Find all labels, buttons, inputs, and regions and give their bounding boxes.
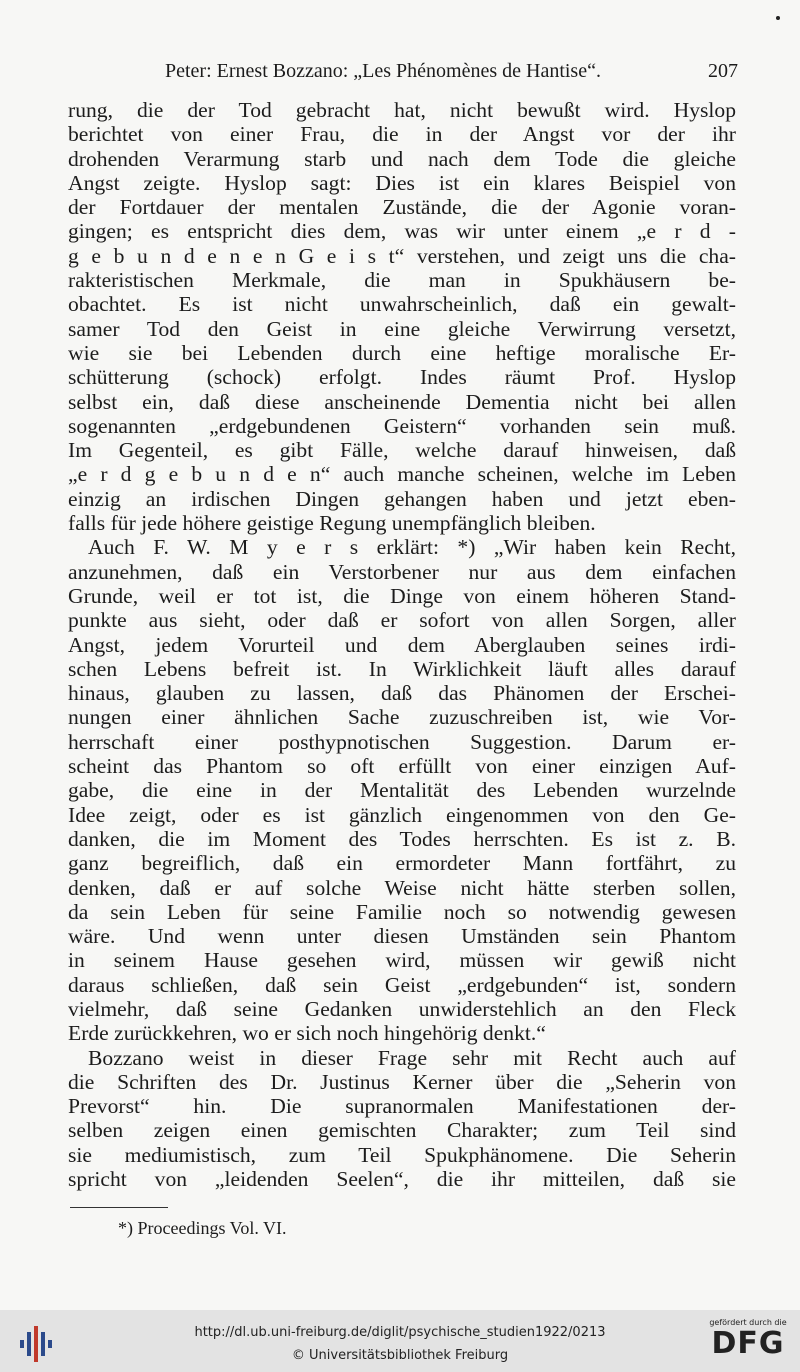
text-line: vielmehr, daß seine Gedanken unwiderstehlich an den Fleck [68, 996, 736, 1021]
body-text [68, 98, 736, 1191]
text-line: wäre. Und wenn unter diesen Umständen sein Phantom [68, 924, 736, 949]
text-line: Im Gegenteil, es gibt Fälle, welche darauf hinweisen, daß [68, 438, 736, 463]
page-number: 207 [708, 60, 738, 82]
text-line: schen Lebens befreit ist. In Wirklichkeit läuft alles darauf [68, 656, 736, 681]
footnote: *) Proceedings Vol. VI. [118, 1218, 287, 1238]
text-line: die Schriften des Dr. Justinus Kerner über die „Seherin von [68, 1069, 736, 1094]
text-line: Prevorst“ hin. Die supranormalen Manifestationen der- [68, 1094, 736, 1119]
text-line: sie mediumistisch, zum Teil Spukphänomene. Die Seherin [68, 1142, 736, 1167]
footnote-rule [70, 1207, 168, 1208]
dfg-wordmark: DFG [711, 1326, 785, 1361]
text-line: einzig an irdischen Dingen gehangen haben und jetzt eben- [68, 486, 736, 511]
text-line: drohenden Verarmung starb und nach dem Tode die gleiche [68, 146, 736, 171]
text-line: Bozzano weist in dieser Frage sehr mit Recht auch auf [88, 1045, 736, 1070]
text-line: da sein Leben für seine Familie noch so notwendig gewesen [68, 899, 736, 924]
text-line: nungen einer ähnlichen Sache zuzuschreiben ist, wie Vor- [68, 705, 736, 730]
text-line: hinaus, glauben zu lassen, daß das Phänomen der Erschei- [68, 681, 736, 706]
text-line: berichtet von einer Frau, die in der Angst vor der ihr [68, 122, 736, 147]
viewer-footer [0, 1310, 800, 1372]
text-line: denken, daß er auf solche Weise nicht hätte sterben sollen, [68, 875, 736, 900]
dfg-tagline: gefördert durch die [709, 1318, 787, 1327]
text-line: Erde zurückkehren, wo er sich noch hingehörig denkt.“ [68, 1021, 546, 1046]
text-line: punkte aus sieht, oder daß er sofort von allen Sorgen, aller [68, 608, 736, 633]
speck-mark [776, 16, 780, 20]
text-line: obachtet. Es ist nicht unwahrscheinlich, daß ein gewalt- [68, 292, 736, 317]
dfg-logo [706, 1318, 790, 1360]
text-line: gingen; es entspricht dies dem, was wir unter einem „e r d - [68, 219, 736, 244]
text-line: sogenannten „erdgebundenen Geistern“ vorhanden sein muß. [68, 413, 736, 438]
text-line: schütterung (schock) erfolgt. Indes räumt Prof. Hyslop [68, 365, 736, 390]
text-line: gabe, die eine in der Mentalität des Lebenden wurzelnde [68, 778, 736, 803]
text-line: herrschaft einer posthypnotischen Suggestion. Darum er- [68, 729, 736, 754]
text-line: „e r d g e b u n d e n“ auch manche scheinen, welche im Leben [68, 462, 736, 487]
copyright-notice: © Universitätsbibliothek Freiburg [291, 1348, 509, 1363]
text-line: Auch F. W. M y e r s erklärt: *) „Wir haben kein Recht, [88, 535, 736, 560]
permalink[interactable]: http://dl.ub.uni-freiburg.de/diglit/psychische_studien1922/0213 [194, 1325, 606, 1340]
text-line: daraus schließen, daß sein Geist „erdgebunden“ ist, sondern [68, 972, 736, 997]
text-line: Idee zeigt, oder es ist gänzlich eingenommen von den Ge- [68, 802, 736, 827]
text-line: ganz begreiflich, daß ein ermordeter Mann fortfährt, zu [68, 851, 736, 876]
text-line: der Fortdauer der mentalen Zustände, die der Agonie voran- [68, 195, 736, 220]
text-line: scheint das Phantom so oft erfüllt von einer einzigen Auf- [68, 754, 736, 779]
text-line: selben zeigen einen gemischten Charakter; zum Teil sind [68, 1118, 736, 1143]
text-line: rakteristischen Merkmale, die man in Spukhäusern be- [68, 268, 736, 293]
running-header [70, 60, 738, 86]
running-title: Peter: Ernest Bozzano: „Les Phénomènes de Hantise“. [165, 60, 601, 82]
text-line: falls für jede höhere geistige Regung unempfänglich bleiben. [68, 511, 596, 536]
text-line: wie sie bei Lebenden durch eine heftige moralische Er- [68, 340, 736, 365]
text-line: Angst, jedem Vorurteil und dem Aberglauben seines irdi- [68, 632, 736, 657]
text-line: anzunehmen, daß ein Verstorbener nur aus dem einfachen [68, 559, 736, 584]
text-line: g e b u n d e n e n G e i s t“ verstehen, und zeigt uns die cha- [68, 243, 736, 268]
text-line: spricht von „leidenden Seelen“, die ihr mitteilen, daß sie [68, 1167, 736, 1192]
text-line: Grunde, weil er tot ist, die Dinge von einem höheren Stand- [68, 583, 736, 608]
text-line: rung, die der Tod gebracht hat, nicht bewußt wird. Hyslop [68, 98, 736, 122]
text-line: Angst zeigte. Hyslop sagt: Dies ist ein klares Beispiel von [68, 170, 736, 195]
text-line: selbst ein, daß diese anscheinende Dementia nicht bei allen [68, 389, 736, 414]
text-line: danken, die im Moment des Todes herrschten. Es ist z. B. [68, 826, 736, 851]
text-line: samer Tod den Geist in eine gleiche Verwirrung versetzt, [68, 316, 736, 341]
text-line: in seinem Hause gesehen wird, müssen wir gewiß nicht [68, 948, 736, 973]
